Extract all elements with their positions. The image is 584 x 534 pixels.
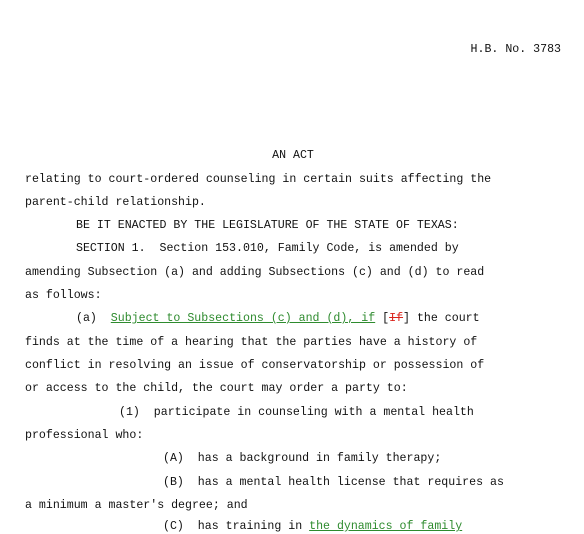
text-line: professional who: [25,429,144,442]
subsection-a-line [76,312,480,326]
enacting-clause: BE IT ENACTED BY THE LEGISLATURE OF THE STATE OF TEXAS: [76,219,459,232]
text-line: or access to the child, the court may order a party to: [25,382,408,395]
text-after-bracket: ] the court [403,312,480,325]
item-a: (A) has a background in family therapy; [163,452,442,465]
text-line: a minimum a master's degree; and [25,499,248,512]
text-line: relating to court-ordered counseling in certain suits affecting the [25,173,492,186]
text-line: conflict in resolving an issue of conservatorship or possession of [25,359,485,372]
item-c-text: (C) has training in [163,520,310,533]
subsection-a-label: (a) [76,312,111,325]
bill-number: H.B. No. 3783 [470,43,561,56]
text-line: amending Subsection (a) and adding Subsections (c) and (d) to read [25,266,485,279]
inserted-text: the dynamics of family [309,520,463,533]
text-line: parent-child relationship. [25,196,206,209]
text-line: finds at the time of a hearing that the parties have a history of [25,336,478,349]
text-line: as follows: [25,289,102,302]
deleted-text: If [389,312,404,325]
section-heading: SECTION 1. Section 153.010, Family Code, is amended by [76,242,459,255]
inserted-text: Subject to Subsections (c) and (d), if [110,312,376,325]
item-b: (B) has a mental health license that requires as [163,476,504,489]
item-1: (1) participate in counseling with a mental health [119,406,474,419]
act-title: AN ACT [272,149,314,162]
bracket-open: [ [375,312,390,325]
